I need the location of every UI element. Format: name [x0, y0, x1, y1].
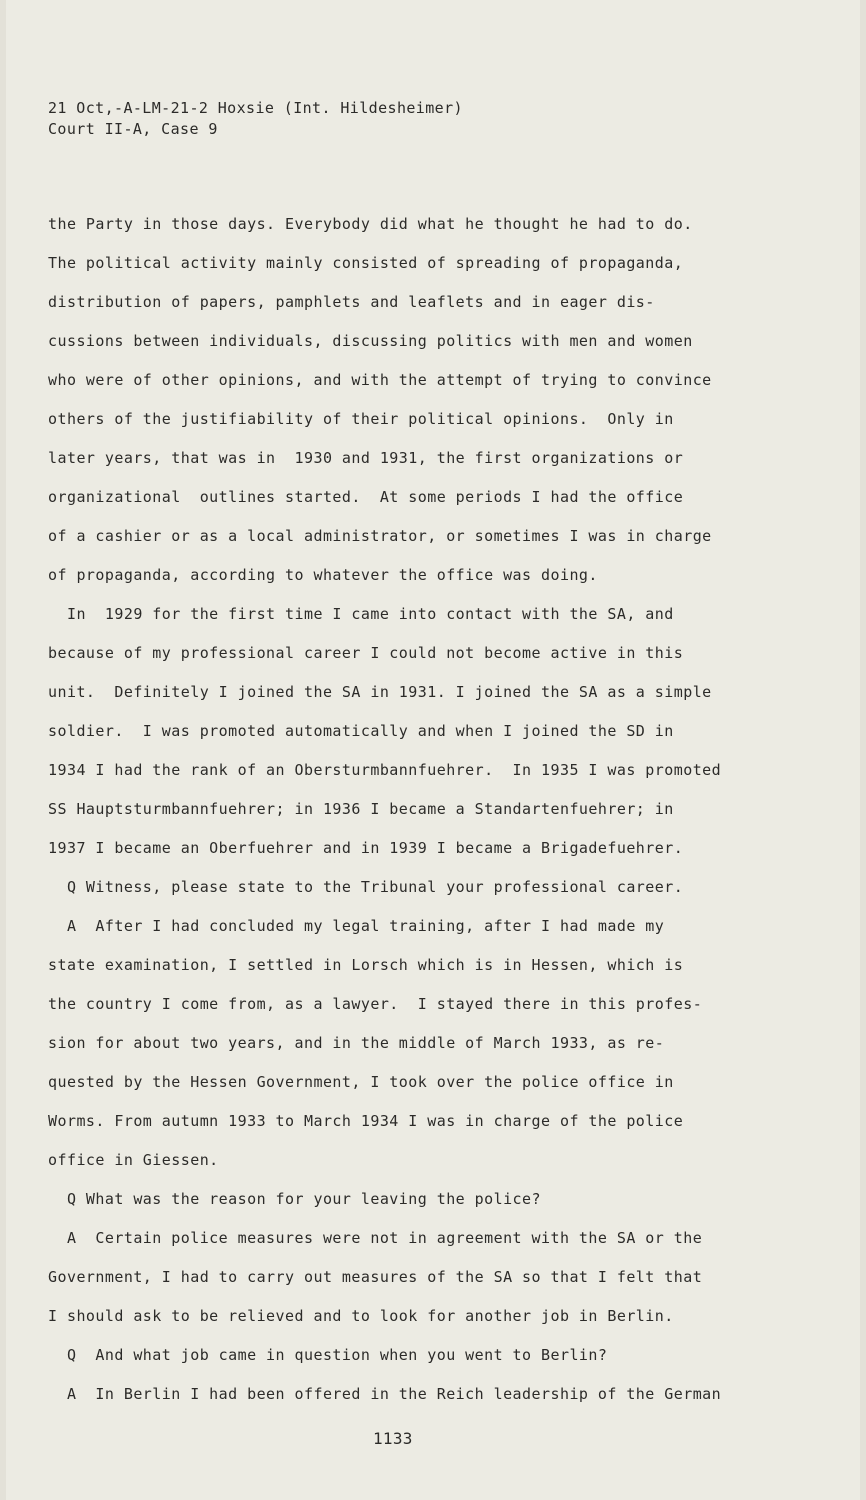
text-line-23: quested by the Hessen Government, I took over the police office in — [48, 1073, 674, 1091]
text-line-14: soldier. I was promoted automatically and when I joined the SD in — [48, 722, 674, 740]
page-right-edge — [860, 0, 866, 1500]
text-line-27: A Certain police measures were not in agreement with the SA or the — [48, 1229, 703, 1247]
text-line-6: others of the justifiability of their political opinions. Only in — [48, 410, 674, 428]
text-line-30: Q And what job came in question when you went to Berlin? — [48, 1346, 608, 1364]
page-left-edge — [0, 0, 6, 1500]
text-line-17: 1937 I became an Oberfuehrer and in 1939 I became a Brigadefuehrer. — [48, 839, 684, 857]
text-line-19: A After I had concluded my legal training, after I had made my — [48, 917, 665, 935]
text-line-9: of a cashier or as a local administrator, or sometimes I was in charge — [48, 527, 712, 545]
text-line-24: Worms. From autumn 1933 to March 1934 I was in charge of the police — [48, 1112, 684, 1130]
text-line-1: the Party in those days. Everybody did what he thought he had to do. — [48, 215, 693, 233]
text-line-31: A In Berlin I had been offered in the Reich leadership of the German — [48, 1385, 722, 1403]
header-line-2: Court II-A, Case 9 — [48, 120, 218, 138]
text-line-8: organizational outlines started. At some periods I had the office — [48, 488, 684, 506]
text-line-2: The political activity mainly consisted of spreading of propaganda, — [48, 254, 684, 272]
text-line-7: later years, that was in 1930 and 1931, the first organizations or — [48, 449, 684, 467]
text-line-12: because of my professional career I could not become active in this — [48, 644, 684, 662]
text-line-29: I should ask to be relieved and to look for another job in Berlin. — [48, 1307, 674, 1325]
text-line-26: Q What was the reason for your leaving the police? — [48, 1190, 541, 1208]
text-line-20: state examination, I settled in Lorsch which is in Hessen, which is — [48, 956, 684, 974]
text-line-25: office in Giessen. — [48, 1151, 219, 1169]
text-line-18: Q Witness, please state to the Tribunal your professional career. — [48, 878, 684, 896]
text-line-5: who were of other opinions, and with the attempt of trying to convince — [48, 371, 712, 389]
header-line-1: 21 Oct,-A-LM-21-2 Hoxsie (Int. Hildesheimer) — [48, 99, 463, 117]
text-line-21: the country I come from, as a lawyer. I stayed there in this profes- — [48, 995, 703, 1013]
text-line-3: distribution of papers, pamphlets and leaflets and in eager dis- — [48, 293, 655, 311]
page-number: 1133 — [373, 1429, 413, 1448]
text-line-4: cussions between individuals, discussing politics with men and women — [48, 332, 693, 350]
text-line-28: Government, I had to carry out measures of the SA so that I felt that — [48, 1268, 703, 1286]
transcript-body — [48, 212, 748, 1421]
document-header — [48, 98, 463, 140]
text-line-22: sion for about two years, and in the middle of March 1933, as re- — [48, 1034, 665, 1052]
text-line-13: unit. Definitely I joined the SA in 1931. I joined the SA as a simple — [48, 683, 712, 701]
text-line-10: of propaganda, according to whatever the office was doing. — [48, 566, 598, 584]
text-line-16: SS Hauptsturmbannfuehrer; in 1936 I became a Standartenfuehrer; in — [48, 800, 674, 818]
text-line-15: 1934 I had the rank of an Obersturmbannfuehrer. In 1935 I was promoted — [48, 761, 722, 779]
text-line-11: In 1929 for the first time I came into contact with the SA, and — [48, 605, 674, 623]
